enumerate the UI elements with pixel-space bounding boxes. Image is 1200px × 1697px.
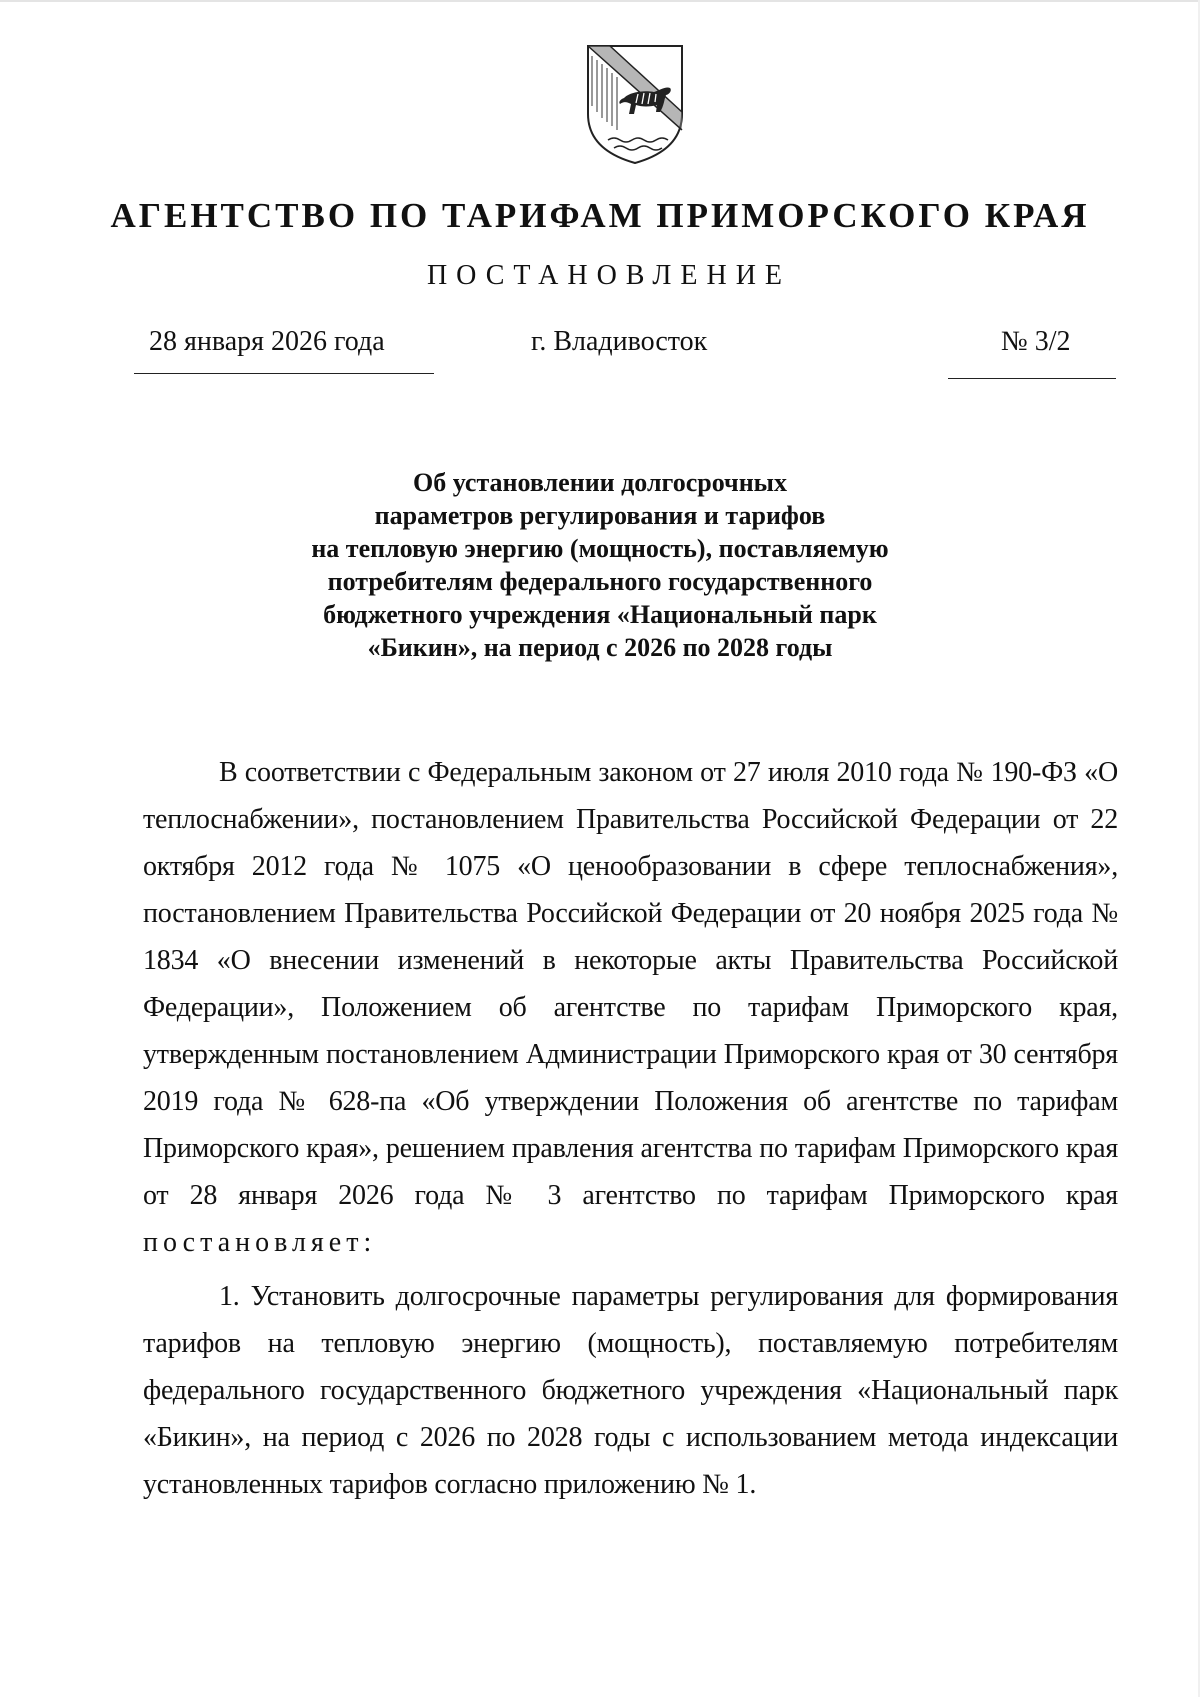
- document-type: ПОСТАНОВЛЕНИЕ: [426, 260, 792, 291]
- title-line: бюджетного учреждения «Национальный парк: [323, 600, 877, 629]
- number-underline: [948, 378, 1116, 379]
- title-line: на тепловую энергию (мощность), поставляемую: [311, 534, 889, 563]
- page-top-edge: [0, 0, 1200, 2]
- preamble-text: В соответствии с Федеральным законом от 27 июля 2010 года № 190-ФЗ «О теплоснабжении», постановлением Правительства Российской Федерации от 22 октября 2012 года № 1075 «О ценообразовании в сфере теплоснабжения», постановлением Правительства Российской Федерации от 20 ноября 2025 года № 1834 «О внесении изменений в некоторые акты Правительства Российской Федерации», Положением об агентстве по тарифам Приморского края, утвержденным постановлением Администрации Приморского края от 30 сентября 2019 года № 628-па «Об утверждении Положения об агентстве по тарифам Приморского края», решением правления агентства по тарифам Приморского края от 28 января 2026 года № 3 агентство по тарифам Приморского края: [143, 757, 1118, 1211]
- agency-name: АГЕНТСТВО ПО ТАРИФАМ ПРИМОРСКОГО КРАЯ: [110, 196, 1090, 235]
- document-date: 28 января 2026 года: [149, 326, 385, 357]
- coat-of-arms-icon: [584, 42, 686, 166]
- title-line: Об установлении долгосрочных: [413, 468, 787, 497]
- title-line: «Бикин», на период с 2026 по 2028 годы: [367, 633, 833, 662]
- document-title: [240, 466, 960, 664]
- title-line: параметров регулирования и тарифов: [374, 501, 826, 530]
- preamble-paragraph: [143, 749, 1118, 1266]
- document-number: № 3/2: [1001, 326, 1071, 357]
- item-1-paragraph: 1. Установить долгосрочные параметры регулирования для формирования тарифов на тепловую энергию (мощность), поставляемую потребителям федерального государственного бюджетного учреждения «Национальный парк «Бикин», на период с 2026 по 2028 годы с использованием метода индексации установленных тарифов согласно приложению № 1.: [143, 1281, 1118, 1500]
- date-underline: [134, 373, 434, 374]
- title-line: потребителям федерального государственного: [327, 567, 873, 596]
- document-city: г. Владивосток: [531, 326, 708, 357]
- resolves-word: постановляет:: [143, 1227, 377, 1258]
